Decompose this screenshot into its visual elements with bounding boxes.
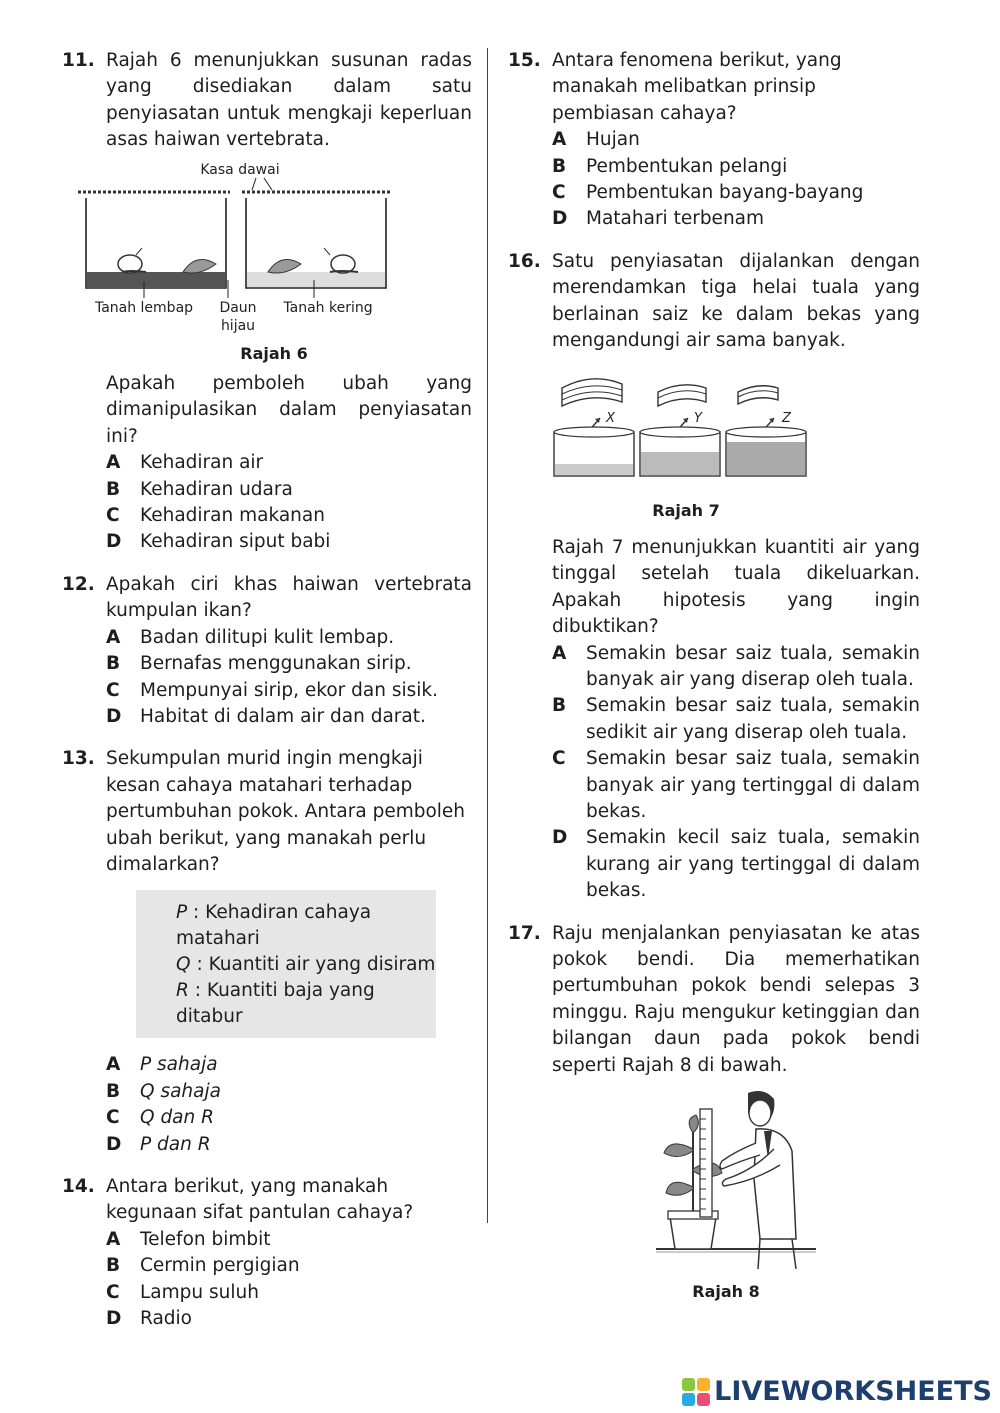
question-13 bbox=[62, 746, 472, 1158]
question-11 bbox=[62, 48, 472, 556]
label-hijau: hijau bbox=[220, 317, 256, 334]
question-17 bbox=[508, 921, 920, 1306]
question-number: 11. bbox=[62, 50, 95, 71]
option-a[interactable]: A Kehadiran air bbox=[106, 452, 264, 474]
label-y: Y bbox=[694, 411, 702, 427]
question-stem: Raju menjalankan penyiasatan ke atas pokok bendi. Dia memerhatikan pertumbuhan pokok bendi selepas 3 minggu. Raju mengukur ketinggian dan bilangan daun pada pokok bendi seperti Rajah 8 di bawah. bbox=[552, 922, 920, 1076]
leaf-icon bbox=[268, 259, 301, 273]
container-dry-soil bbox=[246, 198, 386, 288]
option-d[interactable]: D Radio bbox=[106, 1308, 192, 1329]
container-wet-soil bbox=[86, 198, 226, 288]
left-column bbox=[62, 48, 472, 1332]
question-stem: Apakah ciri khas haiwan vertebrata kumpulan ikan? bbox=[106, 573, 472, 622]
option-a[interactable]: A Hujan bbox=[552, 129, 640, 151]
right-column bbox=[508, 48, 920, 1305]
label-z: Z bbox=[782, 411, 791, 427]
option-c[interactable]: C Pembentukan bayang-bayang bbox=[552, 182, 864, 204]
label-x: X bbox=[606, 411, 615, 427]
variable-q: Q : Kuantiti air yang disiram bbox=[176, 954, 436, 976]
option-d[interactable]: D P dan R bbox=[106, 1133, 211, 1155]
figure-caption: Rajah 8 bbox=[692, 1282, 760, 1301]
question-12 bbox=[62, 572, 472, 730]
option-a[interactable]: A Semakin besar saiz tuala, semakin banyak air yang diserap oleh tuala. bbox=[552, 642, 920, 690]
container-y bbox=[640, 427, 720, 476]
figure-caption: Rajah 7 bbox=[652, 501, 720, 521]
column-divider bbox=[487, 48, 488, 1223]
option-d[interactable]: D Kehadiran siput babi bbox=[106, 531, 331, 553]
question-text: Apakah pemboleh ubah yang dimanipulasikan dalam penyiasatan ini? bbox=[106, 373, 472, 447]
option-a[interactable]: A Badan dilitupi kulit lembap. bbox=[106, 626, 395, 648]
question-16 bbox=[508, 249, 920, 905]
option-c[interactable]: C Semakin besar saiz tuala, semakin banyak air yang tertinggal di dalam bekas. bbox=[552, 748, 920, 822]
option-b[interactable]: B Bernafas menggunakan sirip. bbox=[106, 653, 412, 675]
boy-icon bbox=[720, 1091, 796, 1269]
okra-plant-icon bbox=[664, 1115, 722, 1211]
plant-pot-icon bbox=[670, 1217, 716, 1249]
question-15 bbox=[508, 48, 920, 233]
label-daun: Daun bbox=[219, 299, 257, 316]
option-d[interactable]: D Habitat di dalam air dan darat. bbox=[106, 705, 426, 727]
option-c[interactable]: C Kehadiran makanan bbox=[106, 505, 325, 527]
figure-rajah-7 bbox=[548, 368, 916, 486]
ruler-icon bbox=[700, 1109, 712, 1217]
option-c[interactable]: C Mempunyai sirip, ekor dan sisik. bbox=[106, 679, 438, 701]
option-d[interactable]: D Matahari terbenam bbox=[552, 208, 765, 230]
question-number: 16. bbox=[508, 250, 541, 272]
question-number: 15. bbox=[508, 50, 541, 71]
towel-y-icon bbox=[658, 385, 706, 406]
liveworksheets-brand bbox=[682, 1376, 992, 1407]
option-a[interactable]: A Telefon bimbit bbox=[106, 1228, 271, 1250]
question-stem: Antara berikut, yang manakah kegunaan sifat pantulan cahaya? bbox=[106, 1175, 414, 1224]
option-b[interactable]: B Cermin pergigian bbox=[106, 1255, 300, 1277]
option-d[interactable]: D Semakin kecil saiz tuala, semakin kurang air yang tertinggal di dalam bekas. bbox=[552, 827, 920, 902]
question-14 bbox=[62, 1174, 472, 1332]
variable-p: P : Kehadiran cahaya matahari bbox=[176, 902, 372, 950]
option-b[interactable]: B Semakin besar saiz tuala, semakin sedikit air yang diserap oleh tuala. bbox=[552, 695, 920, 743]
towel-x-icon bbox=[562, 379, 622, 406]
question-number: 12. bbox=[62, 573, 95, 595]
variable-r: R : Kuantiti baja yang ditabur bbox=[176, 980, 375, 1028]
figure-rajah-8 bbox=[656, 1089, 856, 1269]
option-a[interactable]: A P sahaja bbox=[106, 1054, 218, 1076]
container-x bbox=[554, 427, 634, 476]
label-tanah-kering: Tanah kering bbox=[283, 299, 373, 316]
question-stem: Rajah 6 menunjukkan susunan radas yang disediakan dalam satu penyiasatan untuk mengkaji keperluan asas haiwan vertebrata. bbox=[106, 50, 472, 151]
option-b[interactable]: B Q sahaja bbox=[106, 1080, 221, 1102]
figure-caption: Rajah 6 bbox=[240, 343, 308, 363]
option-c[interactable]: C Q dan R bbox=[106, 1107, 214, 1129]
container-z bbox=[726, 427, 806, 476]
leaf-icon bbox=[183, 259, 216, 273]
option-b[interactable]: B Kehadiran udara bbox=[106, 478, 293, 500]
option-b[interactable]: B Pembentukan pelangi bbox=[552, 155, 788, 177]
question-text: Rajah 7 menunjukkan kuantiti air yang tinggal setelah tuala dikeluarkan. Apakah hipotesis yang ingin dibuktikan? bbox=[552, 536, 920, 638]
brand-text: LIVEWORKSHEETS bbox=[714, 1376, 992, 1407]
towel-z-icon bbox=[738, 386, 778, 404]
option-c[interactable]: C Lampu suluh bbox=[106, 1281, 259, 1303]
question-stem: Satu penyiasatan dijalankan dengan merendamkan tiga helai tuala yang berlainan saiz ke dalam bekas yang mengandungi air sama banyak. bbox=[552, 250, 920, 352]
liveworksheets-logo-icon bbox=[682, 1378, 710, 1406]
question-number: 13. bbox=[62, 748, 95, 770]
figure-rajah-6 bbox=[78, 160, 408, 335]
question-number: 14. bbox=[62, 1175, 95, 1197]
variables-box bbox=[136, 890, 436, 1038]
question-number: 17. bbox=[508, 922, 541, 944]
label-tanah-lembap: Tanah lembap bbox=[94, 299, 194, 316]
question-stem: Sekumpulan murid ingin mengkaji kesan cahaya matahari terhadap pertumbuhan pokok. Antara pemboleh ubah berikut, yang manakah perlu dimalarkan? bbox=[106, 748, 466, 875]
question-stem: Antara fenomena berikut, yang manakah melibatkan prinsip pembiasan cahaya? bbox=[552, 50, 842, 124]
label-kasa-dawai: Kasa dawai bbox=[200, 161, 280, 178]
